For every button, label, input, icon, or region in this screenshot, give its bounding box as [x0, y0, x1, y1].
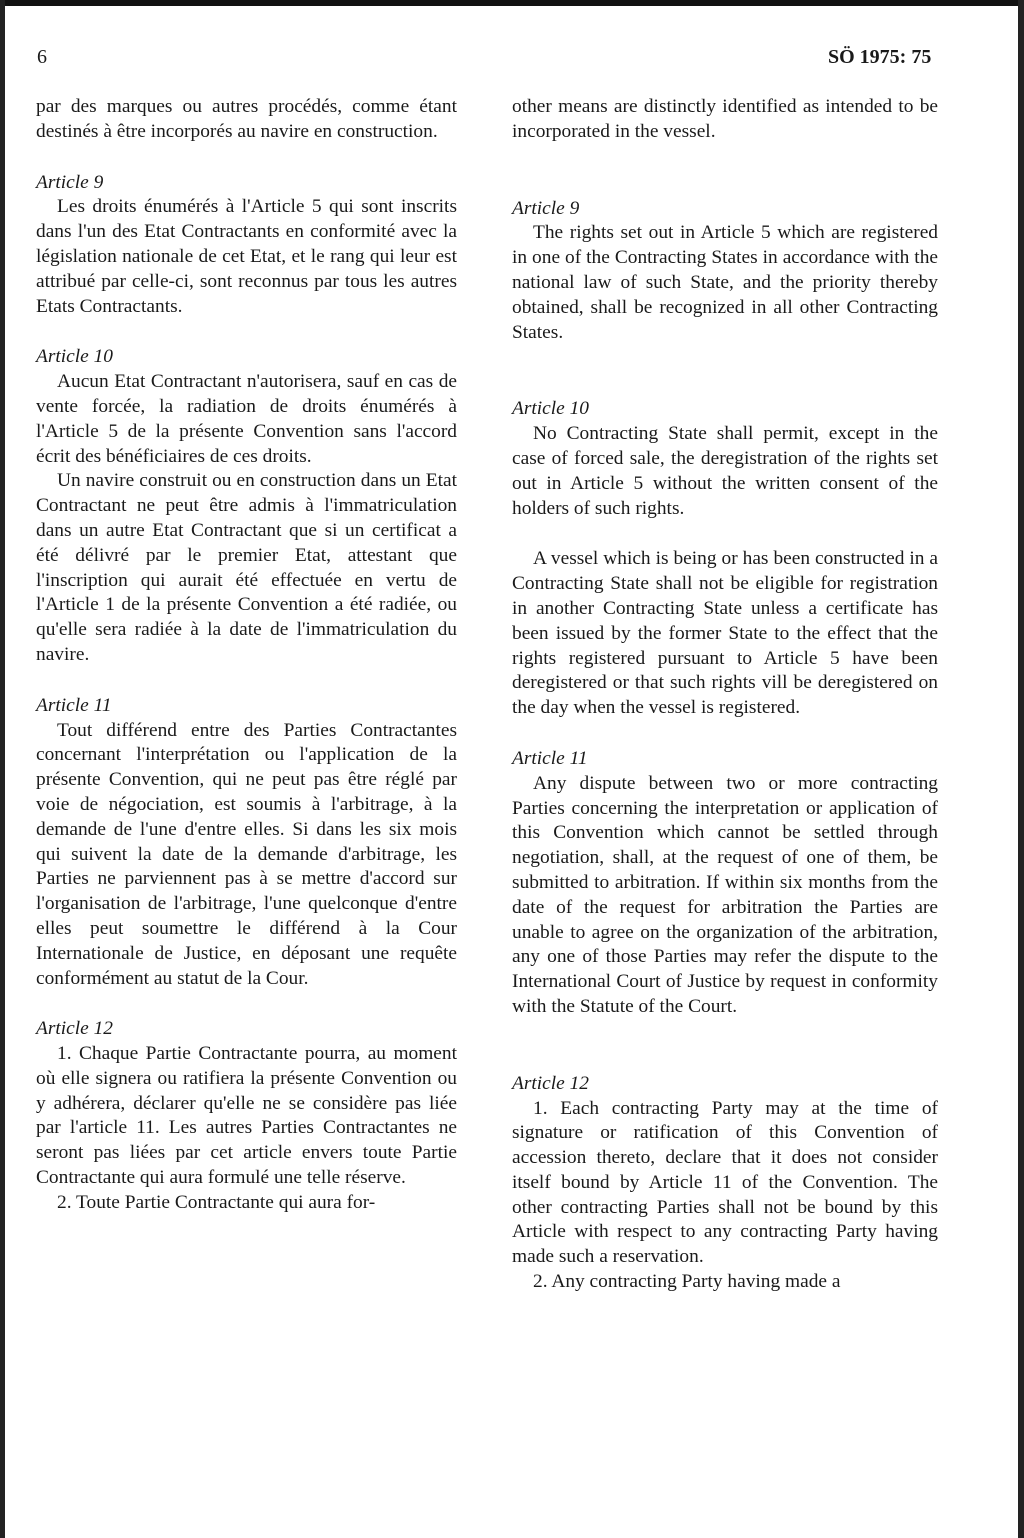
document-reference: SÖ 1975: 75: [828, 46, 932, 68]
english-intro: other means are distinctly identified as intended to be incorporated in the vessel.: [512, 96, 938, 142]
french-article-9-paragraph: Les droits énumérés à l'Article 5 qui sont inscrits dans l'un des Etat Contractants en conformité avec la législation nationale de cet Etat, et le rang qui leur est attribué par celle-ci, sont reconnus par tous les autres Etats Contractants.: [36, 196, 457, 317]
french-article-10-title: Article 10: [36, 346, 114, 368]
page-frame-right: [1018, 0, 1024, 1538]
page-frame-top: [0, 0, 1024, 6]
english-article-10-paragraph-2: A vessel which is being or has been constructed in a Contracting State shall not be eligible for registration in another Contracting State unless a certificate has been issued by the former State to the effect that the rights registered pursuant to Article 5 have been deregistered or that such rights vill be deregistered on the day when the vessel is registered.: [512, 548, 938, 719]
french-column: [36, 95, 457, 1216]
french-article-12-paragraph-2: 2. Toute Partie Contractante qui aura for-: [57, 1191, 376, 1213]
french-article-12-paragraph-1: 1. Chaque Partie Contractante pourra, au moment où elle signera ou ratifiera la présente Convention ou y adhérera, déclarer qu'elle ne se considère pas liée par l'article 11. Les autres Parties Contractantes ne seront pas liées par cet article envers toute Partie Contractante qui aura formulé une telle réserve.: [36, 1043, 457, 1189]
english-article-12-paragraph-2: 2. Any contracting Party having made a: [533, 1271, 841, 1293]
page-number: 6: [37, 46, 47, 68]
english-article-9-paragraph: The rights set out in Article 5 which are registered in one of the Contracting States in accordance with the national law of such State, and the priority thereby obtained, shall be recognized in all other Contracting States.: [512, 222, 938, 343]
english-article-11-paragraph: Any dispute between two or more contracting Parties concerning the interpretation or application of this Convention which cannot be settled through negotiation, shall, at the request of one of them, be submitted to arbitration. If within six months from the date of the request for arbitration the Parties are unable to agree on the organization of the arbitration, any one of those Parties may refer the dispute to the International Court of Justice by request in conformity with the Statute of the Court.: [512, 772, 938, 1017]
english-article-10-paragraph-1: No Contracting State shall permit, except in the case of forced sale, the deregistration of the rights set out in Article 5 without the written consent of the holders of such rights.: [512, 423, 938, 519]
english-article-10-title: Article 10: [512, 398, 590, 420]
english-column: [512, 95, 938, 1295]
english-article-12-paragraph-1: 1. Each contracting Party may at the time of signature or ratification of this Convention of accession thereto, declare that it does not consider itself bound by Article 11 of the Convention. The other contracting Parties shall not be bound by this Article with respect to any contracting Party having made such a reservation.: [512, 1097, 938, 1268]
french-article-10-paragraph-2: Un navire construit ou en construction dans un Etat Contractant ne peut être admis à l'immatriculation dans un autre Etat Contractant que si un certificat a été délivré par le premier Etat, attestant que l'inscription qui aurait été effectuée en vertu de l'Article 1 de la présente Convention a été radiée, ou qu'elle sera radiée à la date de l'immatriculation du navire.: [36, 470, 457, 665]
french-article-12-title: Article 12: [36, 1018, 114, 1040]
page-frame-left: [0, 0, 5, 1538]
english-article-9-title: Article 9: [512, 197, 580, 219]
french-intro: par des marques ou autres procédés, comme étant destinés à être incorporés au navire en construction.: [36, 96, 457, 142]
english-article-11-title: Article 11: [512, 747, 588, 769]
french-article-10-paragraph-1: Aucun Etat Contractant n'autorisera, sauf en cas de vente forcée, la radiation de droits énumérés à l'Article 5 de la présente Convention sans l'accord écrit des bénéficiaires de ces droits.: [36, 371, 457, 467]
french-article-11-paragraph: Tout différend entre des Parties Contractantes concernant l'interprétation ou l'application de la présente Convention, qui ne peut pas être réglé par voie de négociation, est soumis à l'arbitrage, à la demande de l'une d'entre elles. Si dans les six mois qui suivent la date de la demande d'arbitrage, les Parties ne parviennent pas à se mettre d'accord sur l'organisation de l'arbitrage, l'une quelconque d'entre elles peut soumettre le différend à la Cour Internationale de Justice, en déposant une requête conformément au statut de la Cour.: [36, 719, 457, 989]
english-article-12-title: Article 12: [512, 1072, 590, 1094]
french-article-11-title: Article 11: [36, 694, 112, 716]
french-article-9-title: Article 9: [36, 171, 104, 193]
